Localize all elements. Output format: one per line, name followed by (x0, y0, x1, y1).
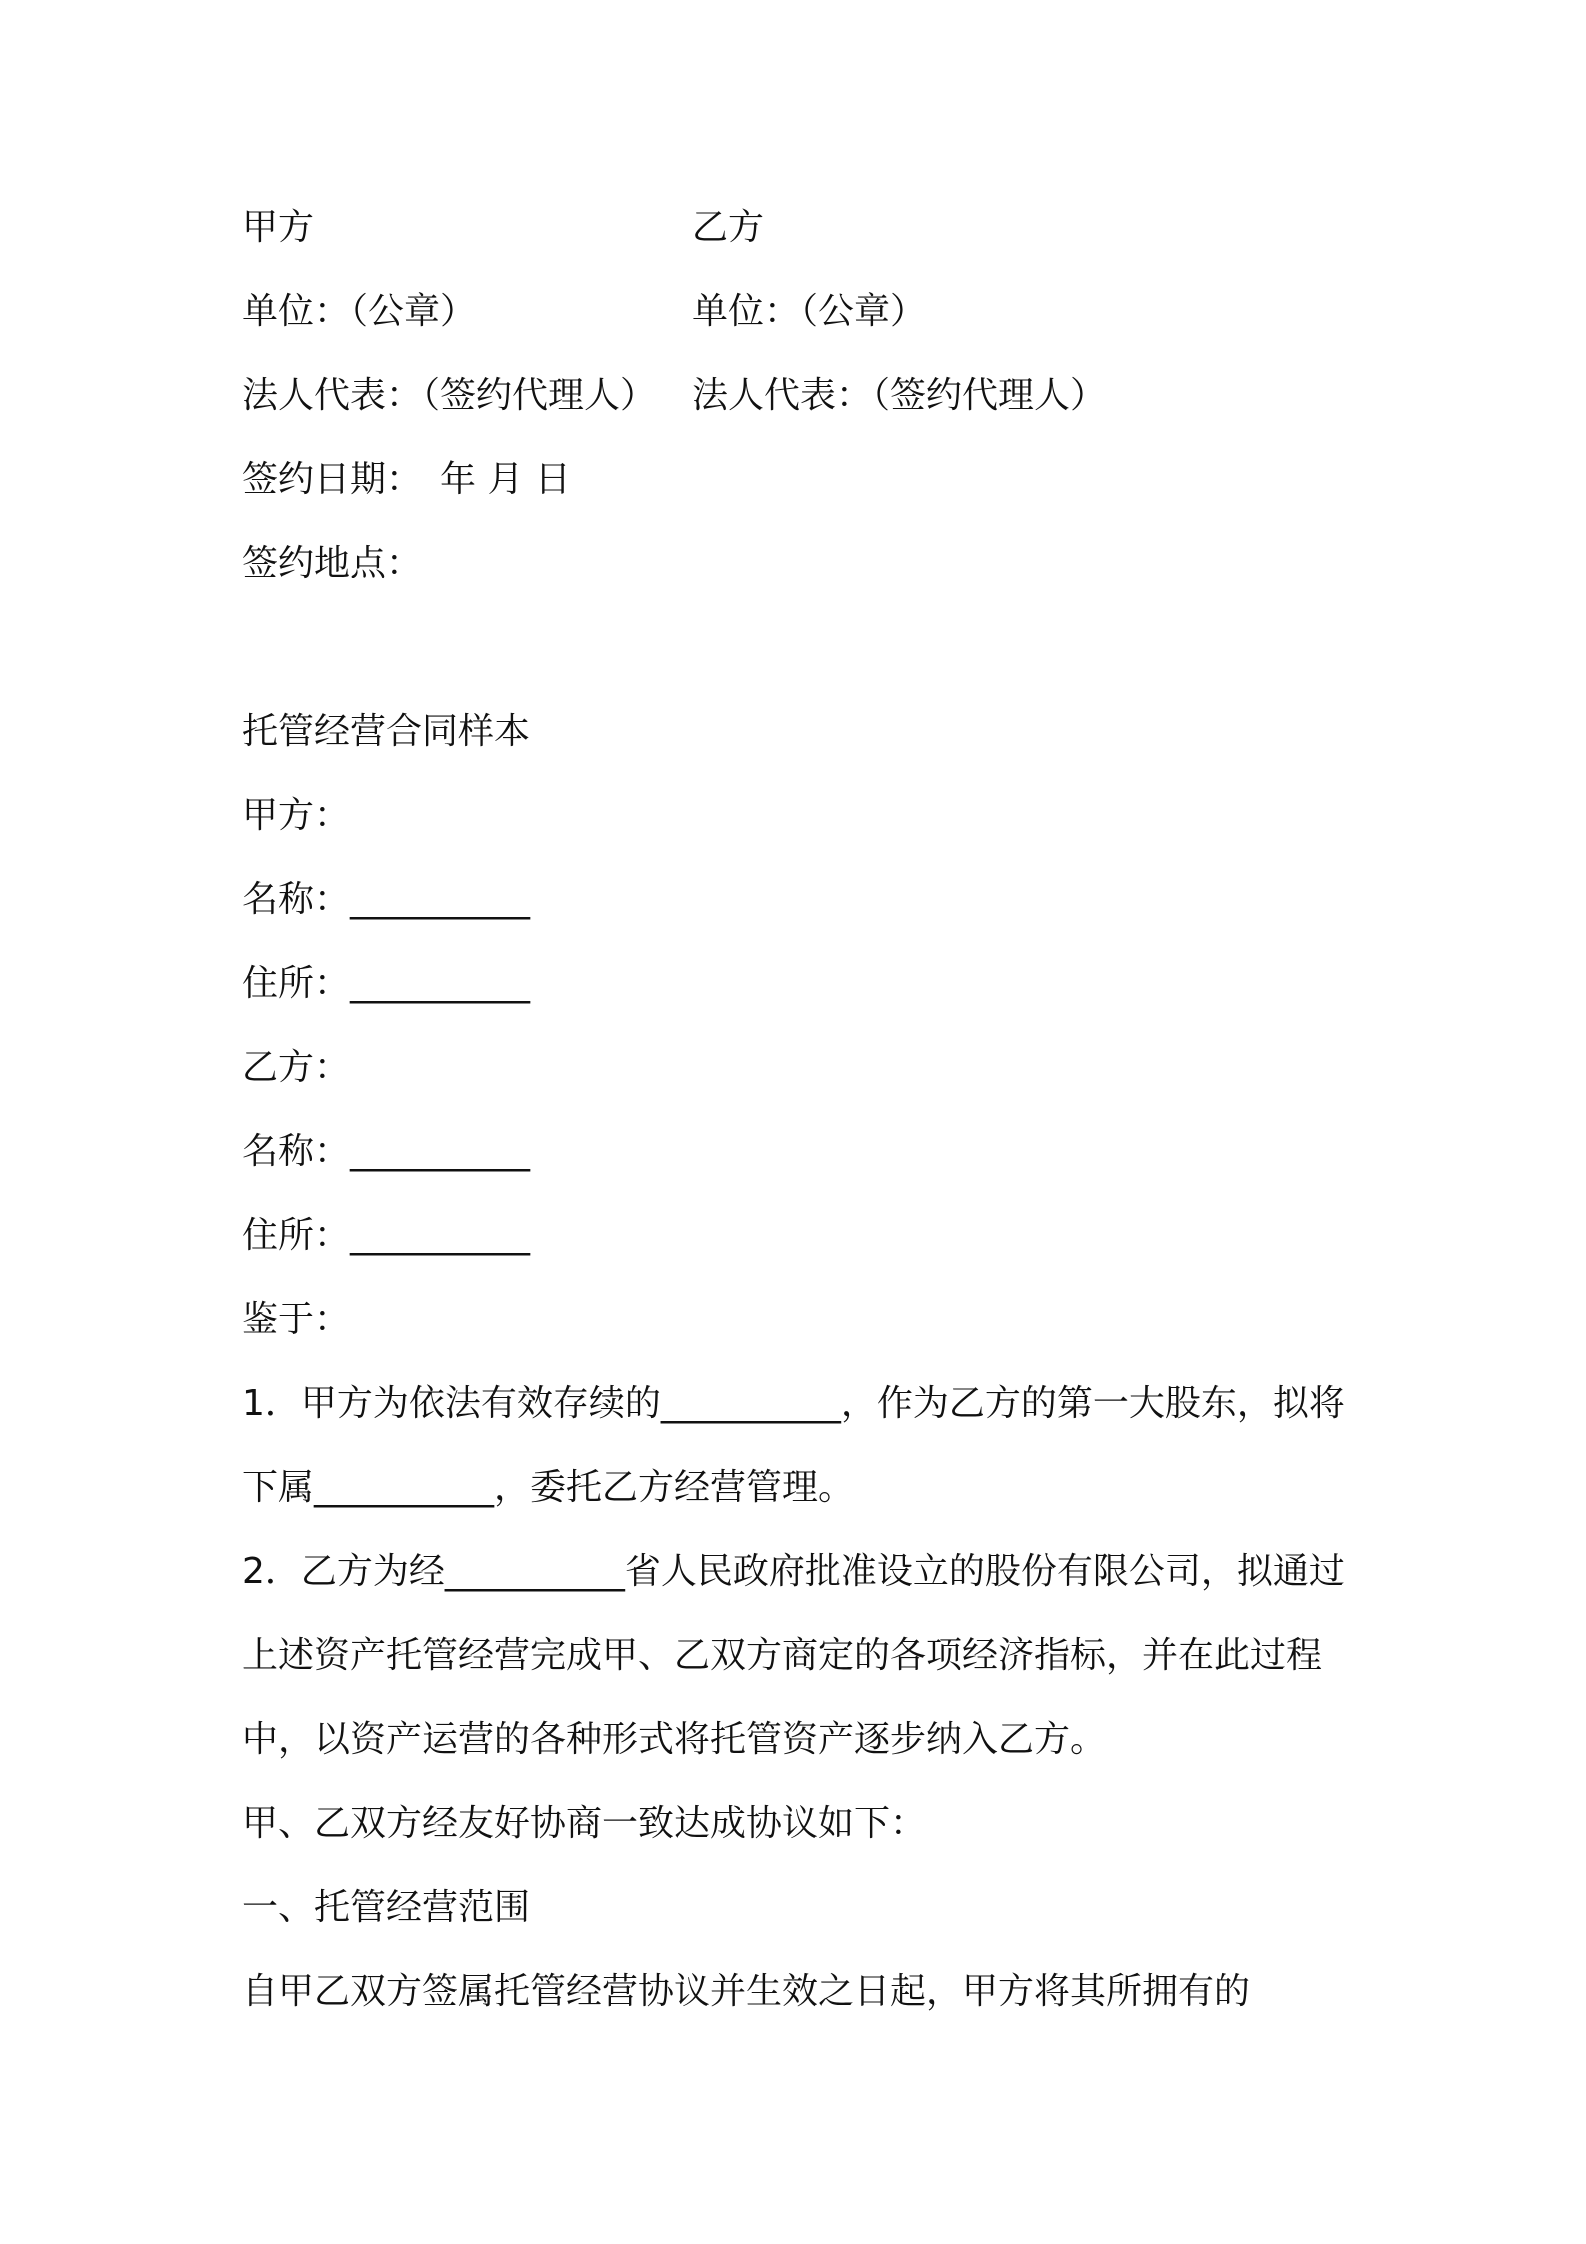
section-1-heading: 一、托管经营范围 (242, 1887, 531, 1928)
party-a-label: 甲方： (242, 795, 351, 836)
party-a-name: 名称：__________ (242, 879, 531, 920)
section-1-text: 自甲乙双方签属托管经营协议并生效之日起，甲方将其所拥有的 (242, 1971, 1251, 2012)
party-b-header: 乙方 (692, 207, 765, 248)
clause-1: 1．甲方为依法有效存续的__________，作为乙方的第一大股东，拟将下属__________，委托乙方经营管理。 (242, 1383, 1345, 1508)
legal-rep-b: 法人代表：（签约代理人） (692, 375, 1107, 416)
party-b-name: 名称：__________ (242, 1131, 531, 1172)
party-b-address: 住所：__________ (242, 1215, 531, 1256)
unit-b: 单位：（公章） (692, 291, 927, 332)
clause-2: 2．乙方为经__________省人民政府批准设立的股份有限公司，拟通过上述资产托管经营完成甲、乙双方商定的各项经济指标，并在此过程中，以资产运营的各种形式将托管资产逐步纳入乙方。 (242, 1551, 1345, 1760)
party-b-label: 乙方： (242, 1047, 351, 1088)
sign-place: 签约地点： (242, 543, 423, 584)
agreement-intro: 甲、乙双方经友好协商一致达成协议如下： (242, 1803, 927, 1844)
unit-a: 单位：（公章） (242, 291, 477, 332)
contract-title: 托管经营合同样本 (242, 711, 531, 752)
party-a-header: 甲方 (242, 207, 315, 248)
sign-date: 签约日期： 年 月 日 (242, 459, 571, 500)
unit-row (242, 288, 927, 336)
party-a-address: 住所：__________ (242, 963, 531, 1004)
party-header-row (242, 204, 765, 252)
whereas-label: 鉴于： (242, 1299, 351, 1340)
legal-rep-a: 法人代表：（签约代理人） (242, 375, 657, 416)
legal-rep-row (242, 372, 1107, 420)
